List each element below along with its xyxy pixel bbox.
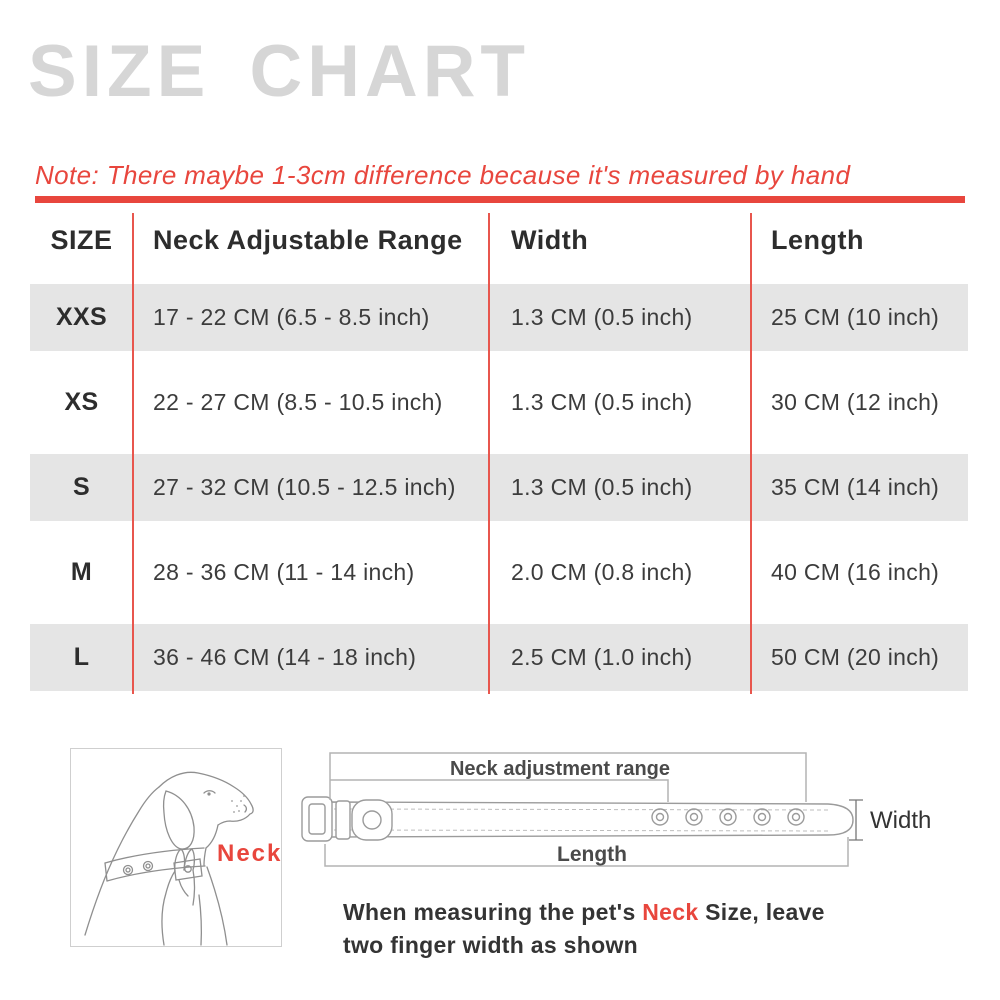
row-size-label: L: [73, 643, 90, 671]
header-size: SIZE: [50, 224, 113, 255]
neck-range-inner-bracket: [330, 780, 668, 802]
row-size-label: XS: [64, 388, 99, 416]
table-row: [30, 615, 968, 700]
row-width-value: 1.3 CM (0.5 inch): [511, 304, 693, 330]
row-length-value: 35 CM (14 inch): [771, 474, 940, 500]
row-neck-value: 17 - 22 CM (6.5 - 8.5 inch): [153, 304, 430, 330]
table-row: [30, 530, 968, 615]
page-title: SIZE CHART: [28, 31, 530, 112]
row-width-value: 1.3 CM (0.5 inch): [511, 474, 693, 500]
table-row: [30, 275, 968, 360]
row-neck-value: 22 - 27 CM (8.5 - 10.5 inch): [153, 389, 443, 415]
dog-neck-label: Neck: [217, 840, 281, 867]
measuring-caption: [343, 896, 825, 962]
row-width-value: 2.5 CM (1.0 inch): [511, 644, 693, 670]
size-table: [30, 205, 968, 700]
row-length-value: 30 CM (12 inch): [771, 389, 940, 415]
row-size-label: XXS: [56, 303, 107, 331]
table-row: [30, 445, 968, 530]
row-size-label: M: [70, 558, 93, 586]
header-length: Length: [771, 224, 864, 255]
row-neck-value: 27 - 32 CM (10.5 - 12.5 inch): [153, 474, 456, 500]
note-text: Note: There maybe 1-3cm difference because it's measured by hand: [35, 160, 851, 190]
row-width-value: 1.3 CM (0.5 inch): [511, 389, 693, 415]
caption-text: Size, leave: [698, 899, 825, 925]
caption-line-1: [343, 896, 825, 929]
row-length-value: 40 CM (16 inch): [771, 559, 940, 585]
row-neck-value: 28 - 36 CM (11 - 14 inch): [153, 559, 415, 585]
table-row: [30, 360, 968, 445]
column-divider: [750, 213, 752, 694]
caption-text: When measuring the pet's: [343, 899, 643, 925]
caption-line-2: two finger width as shown: [343, 932, 638, 958]
dog-figure-box: [70, 748, 282, 947]
length-label: Length: [557, 843, 627, 866]
collar-strap: [330, 802, 853, 837]
collar-buckle: [302, 797, 392, 841]
table-header-row: [30, 205, 968, 275]
row-neck-value: 36 - 46 CM (14 - 18 inch): [153, 644, 417, 670]
column-divider: [488, 213, 490, 694]
row-width-value: 2.0 CM (0.8 inch): [511, 559, 693, 585]
row-length-value: 50 CM (20 inch): [771, 644, 940, 670]
row-size-label: S: [73, 473, 90, 501]
width-label: Width: [870, 807, 932, 834]
header-neck: Neck Adjustable Range: [153, 224, 463, 255]
dog-illustration: [71, 749, 281, 946]
note-underline-bar: [35, 196, 965, 203]
collar-diagram: [300, 740, 1000, 890]
neck-range-label: Neck adjustment range: [449, 758, 671, 780]
column-divider: [132, 213, 134, 694]
caption-neck-highlight: Neck: [642, 899, 699, 925]
row-length-value: 25 CM (10 inch): [771, 304, 940, 330]
header-width: Width: [511, 224, 589, 255]
